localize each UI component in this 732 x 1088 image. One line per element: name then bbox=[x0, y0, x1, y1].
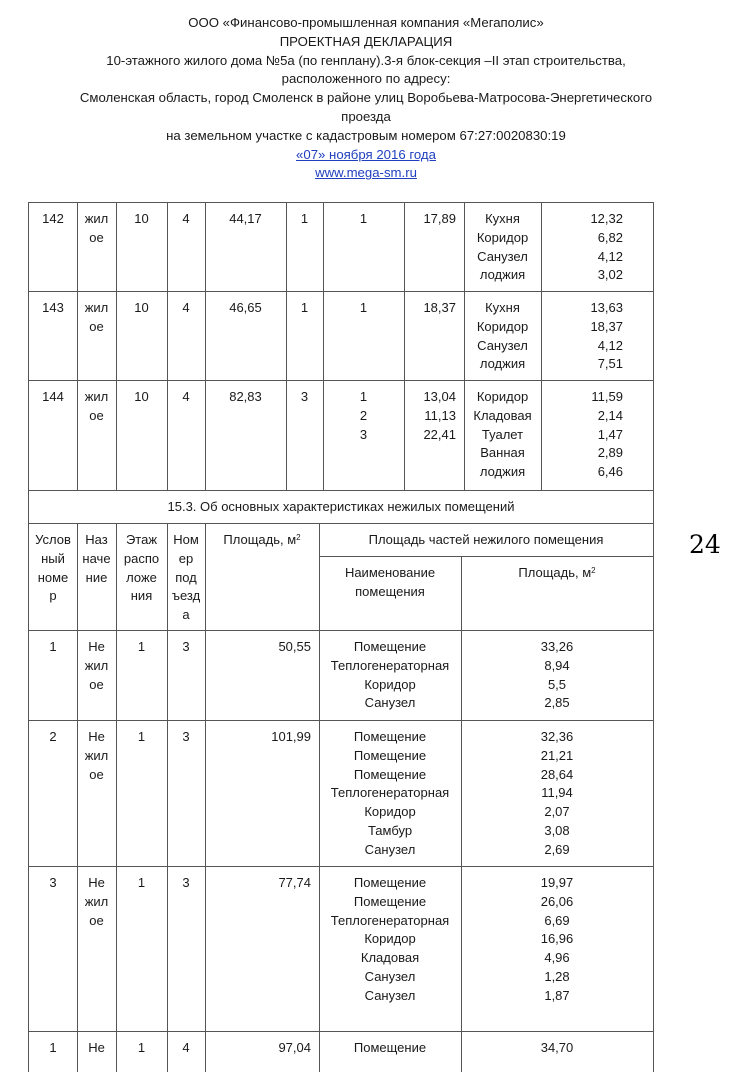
part-name-line: Санузел bbox=[477, 337, 528, 353]
premise-purpose-line: ое bbox=[89, 676, 104, 692]
header-area-line: Площадь, $м^2$ bbox=[223, 532, 301, 547]
room-area-line: 17,89 bbox=[423, 211, 456, 226]
premise-part-name-line: Теплогенераторная bbox=[330, 785, 450, 801]
apartment-entrance-line: 4 bbox=[182, 389, 190, 404]
premise-floor-line: 1 bbox=[137, 729, 146, 744]
part-area-line: 4,12 bbox=[597, 337, 623, 353]
room-area-line: 13,04 bbox=[423, 389, 456, 404]
premise-area-line: 77,74 bbox=[278, 875, 311, 890]
located-label: расположенного по адресу: bbox=[281, 71, 451, 87]
part-name-line: лоджия bbox=[479, 267, 526, 283]
premise-entrance-line: 3 bbox=[182, 729, 190, 744]
part-name-line: лоджия bbox=[479, 356, 526, 372]
room-number bbox=[323, 299, 404, 318]
premise-part-name-line: Теплогенераторная bbox=[330, 657, 450, 673]
part-name bbox=[464, 299, 541, 374]
part-area-line: 7,51 bbox=[597, 356, 623, 372]
apartment-area bbox=[205, 299, 286, 318]
apartment-floor bbox=[116, 299, 167, 318]
premise-part-name-line: Коридор bbox=[364, 804, 416, 820]
premise-part-area-line: 21,21 bbox=[540, 747, 574, 763]
table-rule bbox=[29, 380, 653, 381]
apartment-floor-line: 10 bbox=[134, 300, 149, 315]
apartment-number bbox=[29, 210, 77, 229]
declaration-title: ПРОЕКТНАЯ ДЕКЛАРАЦИЯ bbox=[279, 33, 453, 49]
table-rule bbox=[404, 202, 405, 490]
table-rule bbox=[319, 556, 653, 557]
apartment-area-line: 82,83 bbox=[229, 389, 262, 404]
part-name-line: лоджия bbox=[479, 464, 526, 480]
premise-part-name-line: Теплогенераторная bbox=[330, 912, 450, 928]
part-area-line: 12,32 bbox=[590, 211, 623, 226]
header-part-name-line: помещения bbox=[355, 583, 425, 599]
table-rule bbox=[77, 523, 78, 1072]
premise-number bbox=[29, 874, 77, 893]
website-link[interactable]: www.mega-sm.ru bbox=[315, 165, 417, 181]
part-area bbox=[541, 388, 623, 482]
apartment-rooms-line: 1 bbox=[300, 300, 309, 315]
apartment-number-line: 143 bbox=[42, 300, 64, 315]
premise-part-name bbox=[319, 728, 461, 860]
apartment-floor bbox=[116, 210, 167, 229]
apartment-entrance-line: 4 bbox=[182, 211, 190, 226]
premise-area bbox=[205, 638, 311, 657]
premise-purpose-line: жил bbox=[84, 893, 109, 909]
apartment-floor bbox=[116, 388, 167, 407]
table-rule bbox=[167, 202, 168, 490]
premise-part-name bbox=[319, 638, 461, 713]
header-floor-line: Этаж bbox=[125, 532, 158, 547]
header-purpose-line: Наз bbox=[85, 532, 108, 547]
part-name-line: Коридор bbox=[476, 229, 529, 245]
part-area-line: 4,12 bbox=[597, 248, 623, 264]
premise-part-name-line: Помещение bbox=[353, 639, 427, 654]
premise-purpose bbox=[77, 874, 116, 930]
header-purpose-line: ние bbox=[85, 569, 108, 585]
apartment-purpose-line: жил bbox=[84, 300, 109, 315]
premise-area bbox=[205, 728, 311, 747]
premise-part-name bbox=[319, 874, 461, 1006]
premise-part-name-line: Помещение bbox=[353, 766, 427, 782]
premise-floor-line: 1 bbox=[137, 639, 146, 654]
header-floor-line: ния bbox=[130, 588, 153, 604]
premise-floor bbox=[116, 638, 167, 657]
premise-area-line: 50,55 bbox=[278, 639, 311, 654]
header-number-line: Услов bbox=[35, 532, 71, 547]
table-rule bbox=[29, 523, 653, 524]
apartment-area-line: 44,17 bbox=[229, 211, 262, 226]
apartment-purpose bbox=[77, 388, 116, 426]
part-area-line: 18,37 bbox=[590, 318, 623, 334]
apartment-entrance-line: 4 bbox=[182, 300, 190, 315]
room-number-line: 2 bbox=[359, 407, 368, 423]
premise-purpose bbox=[77, 1039, 116, 1058]
table-rule bbox=[29, 291, 653, 292]
premise-purpose-line: жил bbox=[84, 747, 109, 763]
header-entrance-line: Ном bbox=[173, 532, 199, 547]
part-name-line: Коридор bbox=[476, 318, 529, 334]
apartment-floor-line: 10 bbox=[134, 211, 149, 226]
apartment-number bbox=[29, 299, 77, 318]
premise-floor bbox=[116, 874, 167, 893]
table-rule bbox=[205, 202, 206, 490]
apartment-rooms bbox=[286, 299, 323, 318]
apartment-purpose-line: жил bbox=[84, 389, 109, 404]
cadastral-number: на земельном участке с кадастровым номером 67:27:0020830:19 bbox=[166, 127, 566, 143]
premise-part-area bbox=[461, 638, 653, 713]
apartment-purpose bbox=[77, 299, 116, 337]
header-entrance-line: ер bbox=[178, 550, 194, 566]
part-name-line: Кладовая bbox=[473, 407, 532, 423]
header-part-area-line: Площадь, $м^2$ bbox=[518, 565, 596, 580]
area-unit-superscript: 2 bbox=[296, 533, 301, 542]
premise-part-area bbox=[461, 1039, 653, 1058]
part-area bbox=[541, 299, 623, 374]
apartments-table bbox=[28, 202, 654, 1072]
part-area bbox=[541, 210, 623, 285]
part-area-line: 6,82 bbox=[597, 229, 623, 245]
premise-part-area-line: 1,87 bbox=[544, 987, 570, 1003]
date-link[interactable]: «07» ноября 2016 года bbox=[296, 146, 436, 162]
premise-purpose bbox=[77, 728, 116, 784]
room-area-line: 11,13 bbox=[424, 407, 456, 423]
premise-part-name-line: Санузел bbox=[364, 695, 416, 711]
header-entrance bbox=[167, 531, 205, 625]
room-number bbox=[323, 210, 404, 229]
table-rule bbox=[29, 630, 653, 631]
premise-part-name-line: Помещение bbox=[353, 747, 427, 763]
premise-number-line: 2 bbox=[49, 729, 57, 744]
header-entrance-line: под bbox=[175, 569, 197, 585]
header-area bbox=[205, 531, 319, 550]
premise-area-line: 97,04 bbox=[278, 1040, 311, 1055]
premise-number bbox=[29, 638, 77, 657]
premise-purpose-line: Не bbox=[88, 729, 105, 744]
table-rule bbox=[116, 202, 117, 490]
premise-area-line: 101,99 bbox=[271, 729, 311, 744]
table-rule bbox=[29, 866, 653, 867]
premise-part-name bbox=[319, 1039, 461, 1058]
room-area bbox=[404, 210, 456, 229]
table-rule bbox=[323, 202, 324, 490]
part-area-line: 2,14 bbox=[597, 407, 623, 423]
apartment-area bbox=[205, 388, 286, 407]
room-number-line: 1 bbox=[359, 389, 368, 404]
premise-part-area-line: 11,94 bbox=[541, 785, 573, 801]
premise-part-name-line: Кладовая bbox=[360, 950, 420, 966]
part-name-line: Коридор bbox=[476, 389, 529, 404]
header-number-line: р bbox=[49, 588, 57, 604]
premise-entrance bbox=[167, 1039, 205, 1058]
premise-part-area-line: 19,97 bbox=[540, 875, 574, 890]
premise-part-name-line: Помещение bbox=[353, 893, 427, 909]
part-area-line: 2,89 bbox=[597, 445, 623, 461]
header-purpose bbox=[77, 531, 116, 587]
apartment-number-line: 144 bbox=[42, 389, 64, 404]
apartment-purpose-line: ое bbox=[89, 229, 104, 245]
header-part-area bbox=[461, 564, 653, 583]
premise-floor bbox=[116, 1039, 167, 1058]
address-line-1: Смоленская область, город Смоленск в районе улиц Воробьева-Матросова-Энергетического bbox=[79, 90, 653, 106]
header-entrance-line: а bbox=[182, 607, 190, 623]
apartment-purpose bbox=[77, 210, 116, 248]
header-parts-title-line: Площадь частей нежилого помещения bbox=[368, 532, 604, 547]
part-area-line: 1,47 bbox=[597, 426, 623, 442]
table-rule bbox=[29, 202, 653, 203]
apartment-area bbox=[205, 210, 286, 229]
room-number-line: 1 bbox=[359, 300, 368, 315]
room-area-line: 18,37 bbox=[423, 300, 456, 315]
premise-part-area-line: 1,28 bbox=[544, 968, 570, 984]
premise-part-area-line: 16,96 bbox=[540, 931, 574, 947]
premise-part-area-line: 2,69 bbox=[544, 841, 570, 857]
premise-part-area-line: 28,64 bbox=[540, 766, 574, 782]
apartment-rooms bbox=[286, 210, 323, 229]
apartment-rooms-line: 3 bbox=[300, 389, 309, 404]
room-number bbox=[323, 388, 404, 444]
premise-part-area-line: 34,70 bbox=[540, 1040, 574, 1055]
apartment-purpose-line: жил bbox=[84, 211, 109, 226]
header-number-line: ный bbox=[41, 550, 65, 566]
header-number-line: номе bbox=[37, 569, 69, 585]
premise-part-area-line: 33,26 bbox=[540, 639, 574, 654]
premise-part-area-line: 2,07 bbox=[544, 804, 570, 820]
premise-entrance bbox=[167, 874, 205, 893]
header-parts-title bbox=[319, 531, 653, 550]
part-name bbox=[464, 210, 541, 285]
premise-part-area-line: 3,08 bbox=[544, 822, 570, 838]
part-area-line: 13,63 bbox=[590, 300, 623, 315]
premise-part-name-line: Помещение bbox=[353, 875, 427, 890]
premise-part-name-line: Помещение bbox=[353, 1040, 427, 1055]
premise-number bbox=[29, 1039, 77, 1058]
header-purpose-line: наче bbox=[82, 550, 111, 566]
part-name-line: Санузел bbox=[477, 248, 528, 264]
part-name-line: Туалет bbox=[481, 426, 524, 442]
table-rule bbox=[29, 720, 653, 721]
page-number: 24 bbox=[689, 530, 721, 559]
apartment-entrance bbox=[167, 388, 205, 407]
part-name-line: Кухня bbox=[485, 211, 520, 226]
part-name bbox=[464, 388, 541, 482]
premise-floor-line: 1 bbox=[137, 1040, 146, 1055]
premise-purpose-line: Не bbox=[88, 639, 105, 654]
premise-part-area-line: 4,96 bbox=[544, 950, 570, 966]
header-floor-line: ложе bbox=[126, 569, 157, 585]
header-part-name-line: Наименование bbox=[344, 565, 436, 580]
premise-entrance-line: 3 bbox=[182, 875, 190, 890]
room-number-line: 3 bbox=[359, 426, 368, 442]
table-rule bbox=[29, 490, 653, 491]
premise-part-name-line: Помещение bbox=[353, 729, 427, 744]
premise-purpose-line: ое bbox=[89, 766, 104, 782]
header-floor bbox=[116, 531, 167, 606]
apartment-floor-line: 10 bbox=[134, 389, 149, 404]
room-area-line: 22,41 bbox=[423, 426, 456, 442]
premise-part-area-line: 2,85 bbox=[544, 695, 570, 711]
premise-purpose-line: жил bbox=[84, 657, 109, 673]
room-area bbox=[404, 388, 456, 444]
part-area-unit-superscript: 2 bbox=[591, 566, 596, 575]
premise-purpose bbox=[77, 638, 116, 694]
premise-part-area-line: 26,06 bbox=[540, 893, 574, 909]
apartment-purpose-line: ое bbox=[89, 407, 104, 423]
apartment-entrance bbox=[167, 299, 205, 318]
premise-purpose-line: ое bbox=[89, 912, 104, 928]
part-area-line: 3,02 bbox=[597, 267, 623, 283]
premise-entrance bbox=[167, 728, 205, 747]
premise-entrance-line: 3 bbox=[182, 639, 190, 654]
premise-part-name-line: Коридор bbox=[364, 676, 416, 692]
premise-area bbox=[205, 874, 311, 893]
company-name: ООО «Финансово-промышленная компания «Мегаполис» bbox=[188, 15, 544, 30]
premise-floor bbox=[116, 728, 167, 747]
premise-floor-line: 1 bbox=[137, 875, 146, 890]
part-area-line: 6,46 bbox=[597, 464, 623, 480]
apartment-rooms bbox=[286, 388, 323, 407]
section-title bbox=[29, 498, 653, 517]
part-name-line: Ванная bbox=[480, 445, 525, 461]
apartment-rooms-line: 1 bbox=[300, 211, 309, 226]
premise-area bbox=[205, 1039, 311, 1058]
premise-part-area bbox=[461, 728, 653, 860]
table-rule bbox=[205, 523, 206, 1072]
premise-entrance-line: 4 bbox=[182, 1040, 190, 1055]
document-header bbox=[0, 14, 732, 183]
table-rule bbox=[29, 1031, 653, 1032]
address-line-2: проезда bbox=[341, 108, 391, 124]
building-description: 10-этажного жилого дома №5а (по генплану).3-я блок-секция –II этап строительства, bbox=[106, 52, 626, 68]
premise-purpose-line: Не bbox=[88, 875, 105, 890]
premise-part-name-line: Санузел bbox=[364, 841, 416, 857]
apartment-purpose-line: ое bbox=[89, 318, 104, 334]
table-rule bbox=[286, 202, 287, 490]
premise-part-name-line: Санузел bbox=[364, 968, 416, 984]
premise-part-name-line: Коридор bbox=[364, 931, 416, 947]
premise-number bbox=[29, 728, 77, 747]
premise-purpose-line: Не bbox=[88, 1040, 105, 1055]
premise-number-line: 3 bbox=[49, 875, 57, 890]
premise-part-area-line: 32,36 bbox=[540, 729, 574, 744]
header-floor-line: распо bbox=[123, 550, 160, 566]
header-part-name bbox=[319, 564, 461, 602]
premise-part-area-line: 5,5 bbox=[547, 676, 567, 692]
section-title-line: 15.3. Об основных характеристиках нежилых помещений bbox=[167, 499, 515, 514]
premise-part-area bbox=[461, 874, 653, 1006]
part-name-line: Кухня bbox=[485, 300, 520, 315]
apartment-number-line: 142 bbox=[42, 211, 64, 226]
premise-entrance bbox=[167, 638, 205, 657]
apartment-area-line: 46,65 bbox=[229, 300, 262, 315]
part-area-line: 11,59 bbox=[591, 389, 623, 404]
room-area bbox=[404, 299, 456, 318]
apartment-entrance bbox=[167, 210, 205, 229]
premise-part-name-line: Санузел bbox=[364, 987, 416, 1003]
room-number-line: 1 bbox=[359, 211, 368, 226]
premise-number-line: 1 bbox=[49, 1040, 57, 1055]
header-entrance-line: ъезд bbox=[171, 588, 201, 604]
premise-part-area-line: 8,94 bbox=[544, 657, 570, 673]
header-number bbox=[29, 531, 77, 606]
premise-part-name-line: Тамбур bbox=[367, 822, 413, 838]
apartment-number bbox=[29, 388, 77, 407]
premise-part-area-line: 6,69 bbox=[544, 912, 570, 928]
premise-number-line: 1 bbox=[49, 639, 57, 654]
